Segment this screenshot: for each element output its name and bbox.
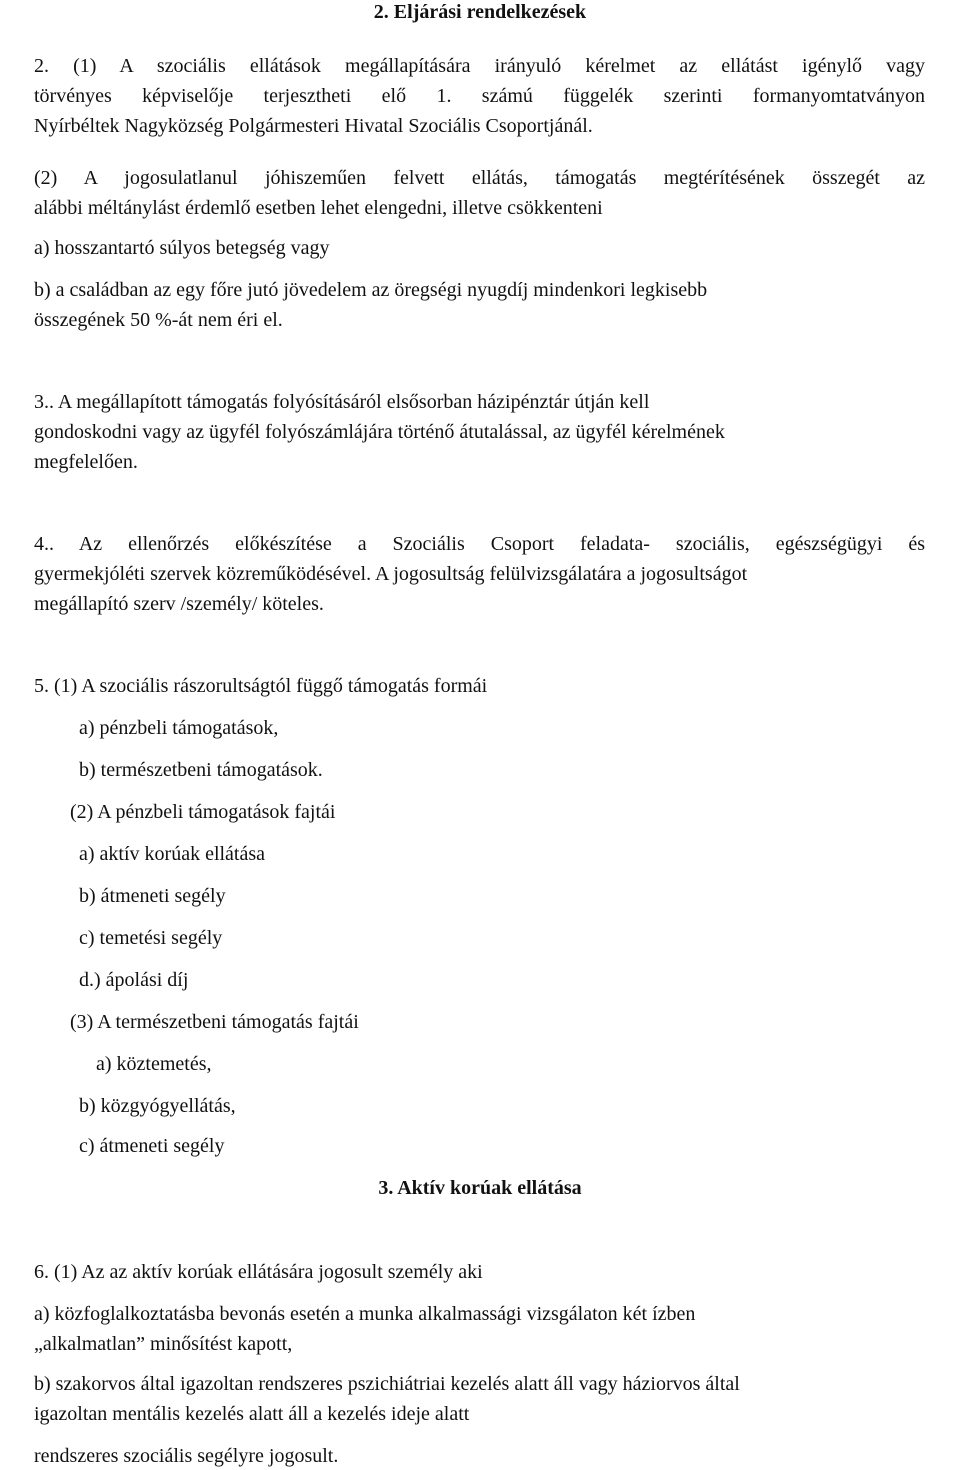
text-line: 6. (1) Az az aktív korúak ellátására jogosult személy aki bbox=[34, 1261, 483, 1283]
list-item: a) pénzbeli támogatások, bbox=[79, 717, 279, 739]
list-item: a) közfoglalkoztatásba bevonás esetén a munka alkalmassági vizsgálaton két ízben bbox=[34, 1303, 696, 1325]
text-line: összegének 50 %-át nem éri el. bbox=[34, 309, 283, 331]
text-line: megfelelően. bbox=[34, 451, 138, 473]
text-line: 4.. Az ellenőrzés előkészítése a Szociális Csoport feladata- szociális, egészségügyi és bbox=[34, 533, 925, 555]
list-item: c) temetési segély bbox=[79, 927, 223, 949]
text-line: rendszeres szociális segélyre jogosult. bbox=[34, 1445, 339, 1467]
list-item: c) átmeneti segély bbox=[79, 1135, 225, 1157]
subsection-title: (2) A pénzbeli támogatások fajtái bbox=[70, 801, 336, 823]
list-item: a) köztemetés, bbox=[96, 1053, 212, 1075]
text-line: 5. (1) A szociális rászorultságtól függő támogatás formái bbox=[34, 675, 488, 697]
subsection-title: (3) A természetbeni támogatás fajtái bbox=[70, 1011, 359, 1033]
text-line: „alkalmatlan” minősítést kapott, bbox=[34, 1333, 293, 1355]
text-line: igazoltan mentális kezelés alatt áll a kezelés ideje alatt bbox=[34, 1403, 470, 1425]
text-line: (2) A jogosulatlanul jóhiszeműen felvett ellátás, támogatás megtérítésének összegét az bbox=[34, 167, 925, 189]
text-line: 2. (1) A szociális ellátások megállapítására irányuló kérelmet az ellátást igénylő vagy bbox=[34, 55, 925, 77]
list-item: a) hosszantartó súlyos betegség vagy bbox=[34, 237, 330, 259]
text-line: megállapító szerv /személy/ köteles. bbox=[34, 593, 324, 615]
text-line: Nyírbéltek Nagyközség Polgármesteri Hivatal Szociális Csoportjánál. bbox=[34, 115, 593, 137]
list-item: a) aktív korúak ellátása bbox=[79, 843, 266, 865]
list-item: b) közgyógyellátás, bbox=[79, 1095, 236, 1117]
text-line: 3.. A megállapított támogatás folyósításáról elsősorban házipénztár útján kell bbox=[34, 391, 650, 413]
text-line: törvényes képviselője terjesztheti elő 1. számú függelék szerinti formanyomtatványon bbox=[34, 85, 925, 107]
text-line: gondoskodni vagy az ügyfél folyószámlájára történő átutalással, az ügyfél kérelmének bbox=[34, 421, 725, 443]
section-heading: 3. Aktív korúak ellátása bbox=[378, 1177, 582, 1199]
list-item: b) természetbeni támogatások. bbox=[79, 759, 323, 781]
text-line: alábbi méltánylást érdemlő esetben lehet elengedni, illetve csökkenteni bbox=[34, 197, 603, 219]
list-item: d.) ápolási díj bbox=[79, 969, 189, 991]
text-line: gyermekjóléti szervek közreműködésével. A jogosultság felülvizsgálatára a jogosultságot bbox=[34, 563, 748, 585]
list-item: b) szakorvos által igazoltan rendszeres pszichiátriai kezelés alatt áll vagy háziorvos által bbox=[34, 1373, 740, 1395]
list-item: b) átmeneti segély bbox=[79, 885, 226, 907]
list-item: b) a családban az egy főre jutó jövedelem az öregségi nyugdíj mindenkori legkisebb bbox=[34, 279, 708, 301]
section-heading: 2. Eljárási rendelkezések bbox=[373, 1, 587, 23]
